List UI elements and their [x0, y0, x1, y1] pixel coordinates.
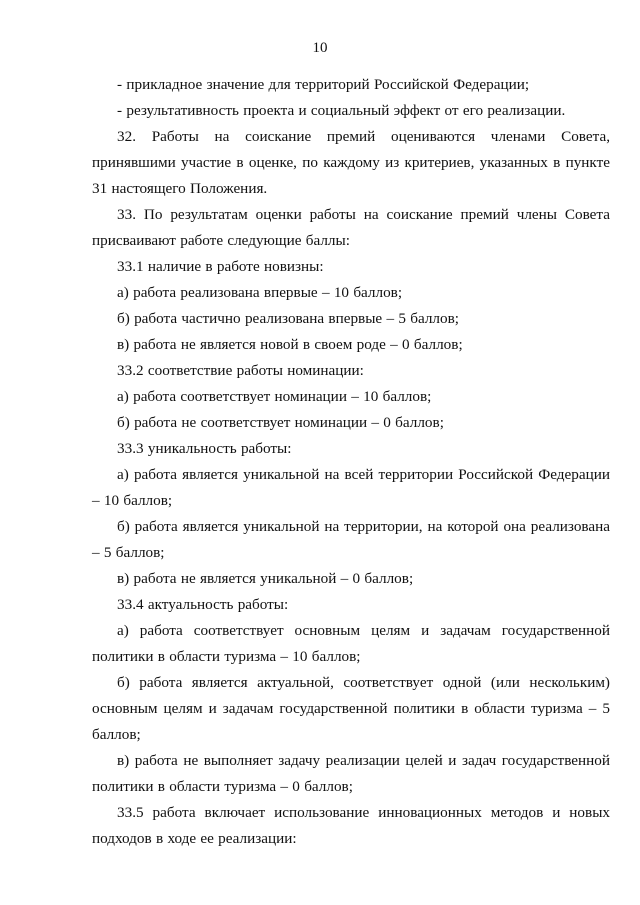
paragraph-clause-32: 32. Работы на соискание премий оцениваются членами Совета, принявшими участие в оценке, по каждому из критериев, указанных в пункте 31 настоящего Положения. [92, 128, 610, 197]
paragraph-33-4-v: в) работа не выполняет задачу реализации целей и задач государственной политики в области туризма – 0 баллов; [92, 752, 610, 795]
paragraph-bullet-applied-value: - прикладное значение для территорий Российской Федерации; [117, 76, 530, 93]
paragraph-33-1-b: б) работа частично реализована впервые – 5 баллов; [117, 310, 459, 327]
paragraph-bullet-effectiveness: - результативность проекта и социальный эффект от его реализации. [117, 102, 566, 119]
paragraph-clause-33-4: 33.4 актуальность работы: [117, 596, 289, 613]
paragraph-33-4-b: б) работа является актуальной, соответствует одной (или нескольким) основным целям и задачам государственной политики в области туризма – 5 баллов; [92, 674, 610, 743]
paragraph-clause-33-2: 33.2 соответствие работы номинации: [117, 362, 364, 379]
paragraph-33-1-a: а) работа реализована впервые – 10 баллов; [117, 284, 403, 301]
paragraph-33-3-a: а) работа является уникальной на всей территории Российской Федерации – 10 баллов; [92, 466, 610, 509]
paragraph-33-2-a: а) работа соответствует номинации – 10 баллов; [117, 388, 432, 405]
document-body [92, 72, 610, 852]
paragraph-33-4-a: а) работа соответствует основным целям и задачам государственной политики в области туризма – 10 баллов; [92, 622, 610, 665]
paragraph-33-3-v: в) работа не является уникальной – 0 баллов; [117, 570, 414, 587]
paragraph-33-3-b: б) работа является уникальной на территории, на которой она реализована – 5 баллов; [92, 518, 610, 561]
paragraph-33-2-b: б) работа не соответствует номинации – 0 баллов; [117, 414, 444, 431]
paragraph-clause-33-5: 33.5 работа включает использование инновационных методов и новых подходов в ходе ее реализации: [92, 804, 610, 847]
page-number: 10 [312, 40, 328, 56]
paragraph-clause-33-1: 33.1 наличие в работе новизны: [117, 258, 324, 275]
paragraph-33-1-v: в) работа не является новой в своем роде – 0 баллов; [117, 336, 463, 353]
paragraph-clause-33-3: 33.3 уникальность работы: [117, 440, 292, 457]
paragraph-clause-33: 33. По результатам оценки работы на соискание премий члены Совета присваивают работе следующие баллы: [92, 206, 610, 249]
